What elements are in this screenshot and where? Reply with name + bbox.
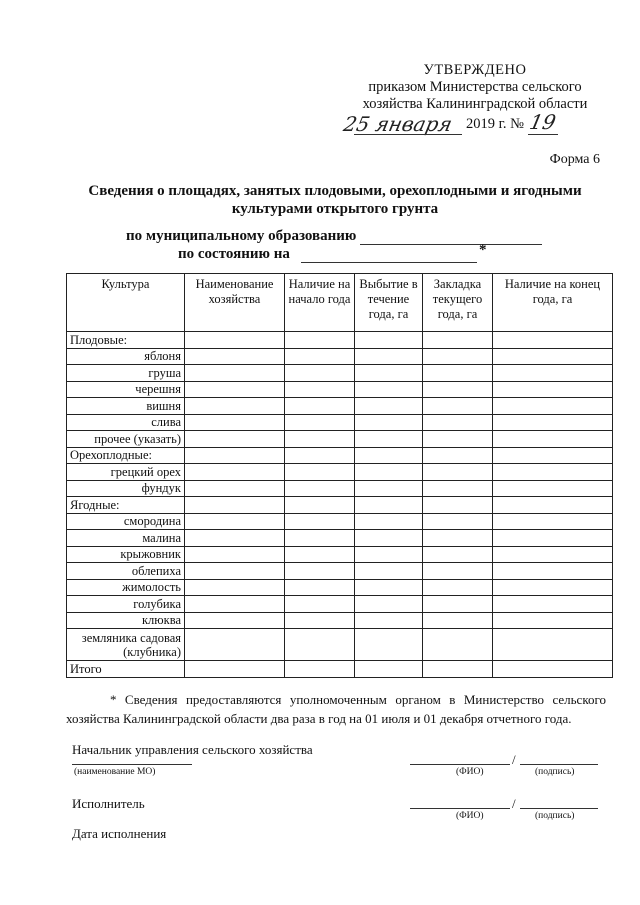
- value-cell[interactable]: [285, 629, 355, 661]
- column-header: Выбытие в течение года, га: [355, 274, 423, 332]
- value-cell[interactable]: [185, 497, 285, 514]
- value-cell[interactable]: [423, 398, 493, 415]
- value-cell[interactable]: [185, 398, 285, 415]
- head-fio-line[interactable]: [410, 764, 510, 765]
- table-row: [67, 513, 613, 530]
- value-cell[interactable]: [355, 629, 423, 661]
- as-of-label: по состоянию на: [178, 246, 290, 262]
- table-row: [67, 661, 613, 678]
- value-cell[interactable]: [493, 348, 613, 365]
- value-cell[interactable]: [185, 332, 285, 349]
- value-cell[interactable]: [185, 480, 285, 497]
- value-cell[interactable]: [185, 563, 285, 580]
- slash: /: [512, 796, 516, 811]
- value-cell[interactable]: [423, 447, 493, 464]
- approval-heading: УТВЕРЖДЕНО: [423, 62, 527, 78]
- crop-label: черешня: [67, 381, 185, 398]
- value-cell[interactable]: [355, 546, 423, 563]
- crop-label: клюква: [67, 612, 185, 629]
- municipality-label: по муниципальному образованию: [126, 228, 357, 244]
- crop-label: Ягодные:: [67, 497, 185, 514]
- value-cell[interactable]: [285, 398, 355, 415]
- table-row: [67, 398, 613, 415]
- crop-label: яблоня: [67, 348, 185, 365]
- column-header: Наличие на начало года: [285, 274, 355, 332]
- table-row: [67, 464, 613, 481]
- crop-label: грецкий орех: [67, 464, 185, 481]
- signature-caption: (подпись): [535, 767, 575, 777]
- value-cell[interactable]: [423, 661, 493, 678]
- table-row: [67, 348, 613, 365]
- value-cell[interactable]: [285, 497, 355, 514]
- crop-label: фундук: [67, 480, 185, 497]
- value-cell[interactable]: [355, 579, 423, 596]
- head-signature-line[interactable]: [520, 764, 598, 765]
- value-cell[interactable]: [185, 414, 285, 431]
- value-cell[interactable]: [185, 447, 285, 464]
- mo-caption: (наименование МО): [74, 767, 156, 777]
- value-cell[interactable]: [185, 629, 285, 661]
- value-cell[interactable]: [493, 381, 613, 398]
- value-cell[interactable]: [185, 612, 285, 629]
- value-cell[interactable]: [423, 629, 493, 661]
- value-cell[interactable]: [285, 579, 355, 596]
- document-title: Сведения о площадях, занятых плодовыми, орехоплодными и ягодными культурами открытого грунта: [88, 183, 582, 217]
- value-cell[interactable]: [493, 464, 613, 481]
- value-cell[interactable]: [185, 579, 285, 596]
- value-cell[interactable]: [285, 546, 355, 563]
- value-cell[interactable]: [285, 480, 355, 497]
- value-cell[interactable]: [423, 596, 493, 613]
- table-row: [67, 497, 613, 514]
- value-cell[interactable]: [285, 348, 355, 365]
- approval-year: 2019 г. №: [466, 116, 525, 132]
- executor-label: Исполнитель: [72, 796, 145, 811]
- table-row: [67, 480, 613, 497]
- value-cell[interactable]: [493, 661, 613, 678]
- value-cell[interactable]: [355, 365, 423, 382]
- value-cell[interactable]: [285, 332, 355, 349]
- value-cell[interactable]: [493, 497, 613, 514]
- crop-label: Орехоплодные:: [67, 447, 185, 464]
- table-row: [67, 546, 613, 563]
- crop-label: груша: [67, 365, 185, 382]
- value-cell[interactable]: [355, 513, 423, 530]
- value-cell[interactable]: [493, 332, 613, 349]
- table-row: [67, 629, 613, 661]
- value-cell[interactable]: [355, 480, 423, 497]
- table-header-row: [67, 274, 613, 332]
- value-cell[interactable]: [493, 414, 613, 431]
- value-cell[interactable]: [355, 661, 423, 678]
- value-cell[interactable]: [493, 596, 613, 613]
- slash: /: [512, 752, 516, 767]
- crop-label: Итого: [67, 661, 185, 678]
- value-cell[interactable]: [423, 612, 493, 629]
- value-cell[interactable]: [423, 480, 493, 497]
- value-cell[interactable]: [355, 596, 423, 613]
- value-cell[interactable]: [355, 612, 423, 629]
- value-cell[interactable]: [493, 398, 613, 415]
- value-cell[interactable]: [423, 348, 493, 365]
- crop-label: крыжовник: [67, 546, 185, 563]
- value-cell[interactable]: [423, 332, 493, 349]
- mo-name-line[interactable]: [72, 764, 192, 765]
- value-cell[interactable]: [493, 480, 613, 497]
- value-cell[interactable]: [285, 530, 355, 547]
- value-cell[interactable]: [423, 464, 493, 481]
- signature-caption: (подпись): [535, 811, 575, 821]
- value-cell[interactable]: [493, 612, 613, 629]
- table-row: [67, 431, 613, 448]
- value-cell[interactable]: [355, 497, 423, 514]
- value-cell[interactable]: [355, 381, 423, 398]
- table-row: [67, 332, 613, 349]
- form-number: Форма 6: [549, 152, 600, 167]
- crops-table: [66, 273, 613, 678]
- crop-label: облепиха: [67, 563, 185, 580]
- crop-label: прочее (указать): [67, 431, 185, 448]
- crop-label: голубика: [67, 596, 185, 613]
- value-cell[interactable]: [185, 513, 285, 530]
- crop-label: земляника садовая (клубника): [67, 629, 185, 661]
- approval-date-line: [330, 110, 620, 140]
- value-cell[interactable]: [493, 629, 613, 661]
- table-row: [67, 365, 613, 382]
- value-cell[interactable]: [423, 513, 493, 530]
- value-cell[interactable]: [493, 530, 613, 547]
- value-cell[interactable]: [355, 398, 423, 415]
- value-cell[interactable]: [285, 414, 355, 431]
- value-cell[interactable]: [355, 431, 423, 448]
- value-cell[interactable]: [493, 431, 613, 448]
- handwritten-number: 19: [527, 110, 559, 134]
- value-cell[interactable]: [285, 513, 355, 530]
- table-row: [67, 530, 613, 547]
- table-row: [67, 447, 613, 464]
- executor-signature-line[interactable]: [520, 808, 598, 809]
- handwritten-date: 25 января: [341, 112, 455, 136]
- approval-stamp: [330, 62, 620, 113]
- crop-label: малина: [67, 530, 185, 547]
- table-body: [67, 332, 613, 678]
- table-row: [67, 579, 613, 596]
- column-header: Наименование хозяйства: [185, 274, 285, 332]
- value-cell[interactable]: [355, 464, 423, 481]
- value-cell[interactable]: [185, 546, 285, 563]
- value-cell[interactable]: [355, 348, 423, 365]
- value-cell[interactable]: [285, 447, 355, 464]
- value-cell[interactable]: [185, 596, 285, 613]
- value-cell[interactable]: [185, 431, 285, 448]
- date-underline: [354, 134, 462, 135]
- value-cell[interactable]: [285, 596, 355, 613]
- table-row: [67, 563, 613, 580]
- value-cell[interactable]: [355, 332, 423, 349]
- fio-caption: (ФИО): [456, 767, 484, 777]
- approval-line-1: приказом Министерства сельского: [368, 79, 582, 95]
- value-cell[interactable]: [185, 530, 285, 547]
- value-cell[interactable]: [423, 431, 493, 448]
- value-cell[interactable]: [285, 661, 355, 678]
- value-cell[interactable]: [185, 348, 285, 365]
- column-header: Закладка текущего года, га: [423, 274, 493, 332]
- fio-caption: (ФИО): [456, 811, 484, 821]
- value-cell[interactable]: [355, 447, 423, 464]
- value-cell[interactable]: [185, 381, 285, 398]
- number-underline: [528, 134, 558, 135]
- value-cell[interactable]: [355, 530, 423, 547]
- value-cell[interactable]: [493, 579, 613, 596]
- crop-label: вишня: [67, 398, 185, 415]
- value-cell[interactable]: [423, 414, 493, 431]
- value-cell[interactable]: [185, 365, 285, 382]
- execution-date-label: Дата исполнения: [72, 826, 167, 841]
- table-row: [67, 596, 613, 613]
- crop-label: слива: [67, 414, 185, 431]
- value-cell[interactable]: [185, 661, 285, 678]
- value-cell[interactable]: [423, 365, 493, 382]
- value-cell[interactable]: [285, 381, 355, 398]
- value-cell[interactable]: [423, 546, 493, 563]
- column-header: Наличие на конец года, га: [493, 274, 613, 332]
- value-cell[interactable]: [285, 563, 355, 580]
- value-cell[interactable]: [355, 414, 423, 431]
- value-cell[interactable]: [493, 546, 613, 563]
- as-of-date-field[interactable]: [301, 250, 477, 263]
- value-cell[interactable]: [423, 579, 493, 596]
- executor-fio-line[interactable]: [410, 808, 510, 809]
- value-cell[interactable]: [493, 563, 613, 580]
- value-cell[interactable]: [423, 563, 493, 580]
- approval-line-2: хозяйства Калининградской области: [362, 96, 588, 112]
- value-cell[interactable]: [285, 464, 355, 481]
- crop-label: жимолость: [67, 579, 185, 596]
- table-row: [67, 381, 613, 398]
- head-title: Начальник управления сельского хозяйства: [72, 742, 313, 757]
- municipality-field[interactable]: [360, 232, 542, 245]
- value-cell[interactable]: [423, 497, 493, 514]
- crop-label: Плодовые:: [67, 332, 185, 349]
- value-cell[interactable]: [285, 612, 355, 629]
- value-cell[interactable]: [285, 431, 355, 448]
- value-cell[interactable]: [285, 365, 355, 382]
- footnote: * Сведения предоставляются уполномоченным органом в Министерство сельского хозяйства Калининградской области два раза в год на 01 июля и 01 декабря отчетного года.: [66, 692, 606, 726]
- table-row: [67, 612, 613, 629]
- value-cell[interactable]: [493, 447, 613, 464]
- value-cell[interactable]: [493, 365, 613, 382]
- value-cell[interactable]: [355, 563, 423, 580]
- column-header: Культура: [67, 274, 185, 332]
- value-cell[interactable]: [423, 381, 493, 398]
- value-cell[interactable]: [423, 530, 493, 547]
- asterisk-mark: *: [479, 242, 487, 258]
- value-cell[interactable]: [493, 513, 613, 530]
- crop-label: смородина: [67, 513, 185, 530]
- value-cell[interactable]: [185, 464, 285, 481]
- table-row: [67, 414, 613, 431]
